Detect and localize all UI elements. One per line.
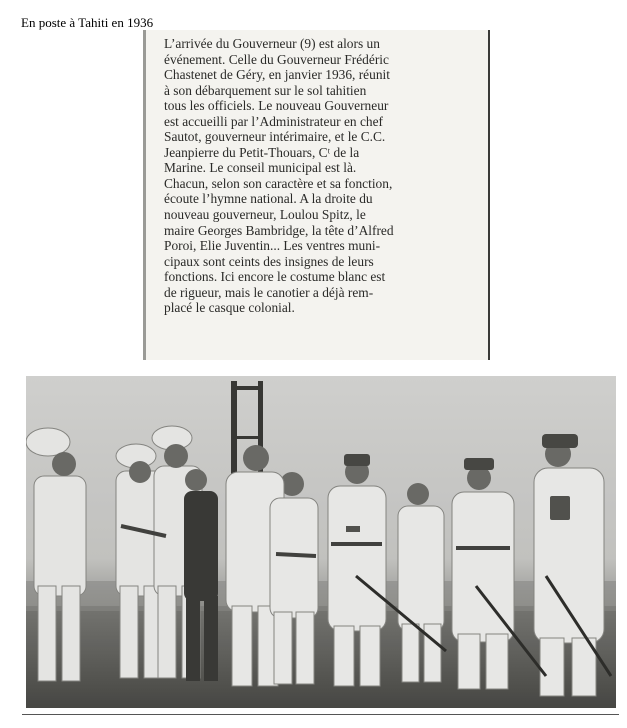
page-caption: En poste à Tahiti en 1936: [21, 15, 154, 30]
scanned-article-block: [143, 30, 490, 360]
article-line: Chacun, selon son caractère et sa fonction,: [164, 175, 393, 191]
article-line: L’arrivée du Gouverneur (9) est alors un: [164, 36, 380, 51]
article-line: Chastenet de Géry, en janvier 1936, réunit: [164, 67, 390, 83]
article-line: est accueilli par l’Administrateur en chef: [164, 113, 383, 129]
article-line: nouveau gouverneur, Loulou Spitz, le: [164, 207, 366, 223]
article-line: Marine. Le conseil municipal est là.: [164, 160, 357, 176]
article-text: [164, 36, 479, 316]
article-left-rule: [143, 30, 146, 360]
article-line: tous les officiels. Le nouveau Gouverneur: [164, 98, 389, 114]
article-line: cipaux sont ceints des insignes de leurs: [164, 253, 374, 269]
article-line: Sautot, gouverneur intérimaire, et le C.C.: [164, 129, 386, 145]
bottom-rule: [22, 714, 619, 715]
article-line: de rigueur, mais le canotier a déjà rem-: [164, 284, 374, 300]
article-line: Jeanpierre du Petit-Thouars, Cᵗ de la: [164, 144, 360, 160]
article-right-rule: [488, 30, 490, 360]
article-line: fonctions. Ici encore le costume blanc est: [164, 269, 386, 285]
article-line: placé le casque colonial.: [164, 300, 295, 316]
article-line: Poroi, Elie Juventin... Les ventres muni-: [164, 238, 381, 254]
article-line: à son débarquement sur le sol tahitien: [164, 82, 367, 98]
article-line: événement. Celle du Gouverneur Frédéric: [164, 51, 389, 67]
article-line: maire Georges Bambridge, la tête d’Alfred: [164, 222, 394, 238]
article-line: écoute l’hymne national. A la droite du: [164, 191, 373, 207]
welcome-ceremony-photo: [26, 376, 616, 708]
